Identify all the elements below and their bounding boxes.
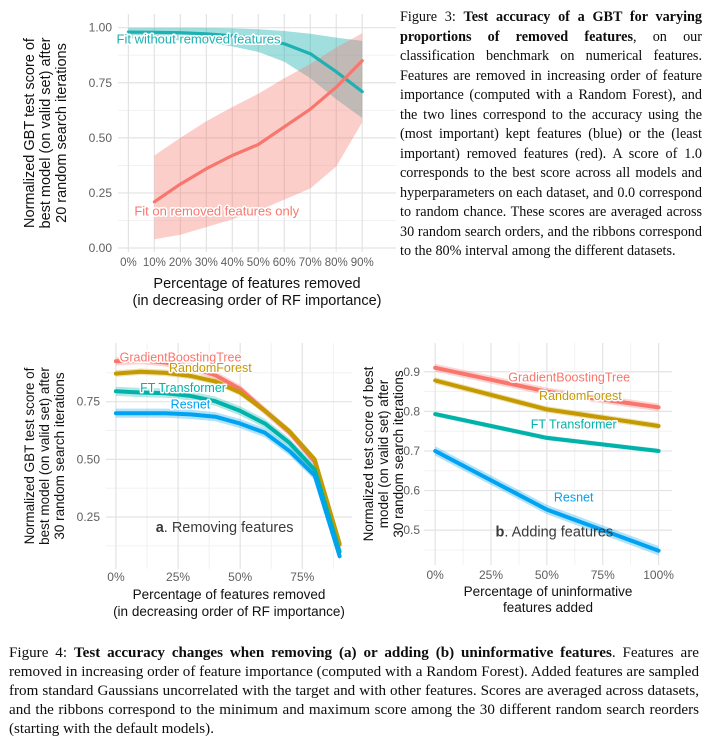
x-tick-label: 10%: [142, 257, 166, 269]
panel-annotation: b. Adding features: [495, 524, 614, 541]
x-tick-label: 30%: [194, 257, 218, 269]
figure4-caption-bold: Test accuracy changes when removing (a) or adding (b) uninformative features: [73, 645, 612, 661]
x-axis-title: (in decreasing order of RF importance): [113, 604, 345, 619]
y-tick-label: 0.5: [403, 523, 420, 538]
figure3-caption-label: Figure 3:: [400, 9, 464, 25]
y-tick-label: 0.75: [88, 75, 112, 90]
x-tick-label: 40%: [220, 257, 244, 269]
series-label-randomforest: RandomForest: [169, 360, 252, 375]
figure4a-chart: [0, 337, 358, 637]
y-tick-label: 0.6: [403, 483, 420, 498]
y-axis-title: [361, 366, 406, 541]
x-tick-label: 25%: [166, 570, 191, 584]
y-tick-label: 1.00: [88, 20, 112, 35]
y-tick-label: 0.25: [88, 185, 112, 200]
x-tick-label: 80%: [324, 257, 348, 269]
y-axis-title-text: Normalized test score of bestmodel (on valid set) after30 random search iterations: [361, 366, 406, 542]
figure3-caption-bold: Test accuracy of a GBT for varying proportions of removed features: [400, 9, 702, 45]
figure3-caption-text: , on our classification benchmark on numerical features. Features are removed in increasing order of feature importance (computed with a Random Forest), and the two lines correspond to the accuracy using the (most important) kept features (blue) or the (least important) removed features (red). A score of 1.0 corresponds to the best score across all models and hyperparameters on each dataset, and 0.0 correspond to random chance. These scores are averaged across 30 random search orders, and the ribbons correspond to the 80% interval among the different datasets.: [400, 28, 702, 260]
series-label-ft-transformer: FT Transformer: [530, 417, 617, 432]
series-label-resnet: Resnet: [170, 397, 211, 412]
x-tick-label: 75%: [590, 568, 615, 582]
x-tick-label: 100%: [643, 568, 674, 582]
x-tick-label: 70%: [298, 257, 322, 269]
x-tick-label: 20%: [168, 257, 192, 269]
figure4-block: [0, 337, 708, 637]
y-tick-label: 0.00: [88, 241, 112, 256]
figure4b-chart: [358, 337, 708, 637]
y-tick-label: 0.9: [403, 364, 420, 379]
figure3-caption: [397, 0, 706, 262]
series-label-ft-transformer: FT Transformer: [140, 380, 226, 395]
series-label-resnet: Resnet: [553, 490, 594, 505]
figure4-caption: [0, 637, 708, 739]
series-label-gradientboostingtree: GradientBoostingTree: [508, 370, 631, 385]
y-axis-title: [22, 367, 67, 545]
x-tick-label: 50%: [246, 257, 270, 269]
series-label-gradientboostingtree: GradientBoostingTree: [119, 350, 242, 365]
figure4-caption-text: . Features are removed in increasing order of feature importance (computed with a Random Forest). Added features are sampled from standard Gaussians uncorrelated with the target and with other features. Scores are averaged across datasets, and the ribbons correspond to the minimum and maximum score among the 30 different random search reorders (starting with the default models).: [9, 645, 699, 738]
y-tick-label: 0.8: [403, 404, 420, 419]
y-axis-title-text: Normalized GBT test score ofbest model (on valid set) after30 random search iterations: [22, 367, 67, 545]
y-tick-label: 0.50: [88, 130, 112, 145]
x-tick-label: 50%: [534, 568, 559, 582]
figure3-chart: [0, 0, 397, 337]
x-tick-label: 25%: [479, 568, 504, 582]
x-axis-title: (in decreasing order of RF importance): [132, 293, 382, 309]
y-tick-label: 0.7: [403, 443, 420, 458]
x-axis-title: Percentage of features removed: [153, 276, 361, 292]
series-label-fit-without-removed-features: Fit without removed features: [116, 31, 281, 47]
x-tick-label: 60%: [272, 257, 296, 269]
ribbon-resnet: [116, 409, 340, 561]
figure4-caption-label: Figure 4:: [9, 645, 74, 661]
series-label-randomforest: RandomForest: [539, 388, 622, 403]
y-tick-label: 0.25: [76, 509, 100, 524]
x-axis-title: features added: [502, 600, 594, 615]
panel-annotation: a. Removing features: [155, 519, 294, 536]
series-label-fit-on-removed-features-only: Fit on removed features only: [134, 203, 300, 219]
x-tick-label: 0%: [120, 257, 137, 269]
y-tick-label: 0.75: [76, 394, 100, 409]
x-tick-label: 50%: [228, 570, 253, 584]
y-axis-title: [22, 37, 70, 228]
figure3-block: [0, 0, 708, 337]
x-axis-title: Percentage of features removed: [132, 587, 326, 602]
x-tick-label: 0%: [107, 570, 125, 584]
x-axis-title: Percentage of uninformative: [463, 584, 633, 599]
x-tick-label: 90%: [350, 257, 374, 269]
x-tick-label: 75%: [290, 570, 315, 584]
x-tick-label: 0%: [426, 568, 444, 582]
y-axis-title-text: Normalized GBT test score ofbest model (on valid set) after20 random search iterations: [22, 37, 70, 229]
y-tick-label: 0.50: [76, 452, 100, 467]
